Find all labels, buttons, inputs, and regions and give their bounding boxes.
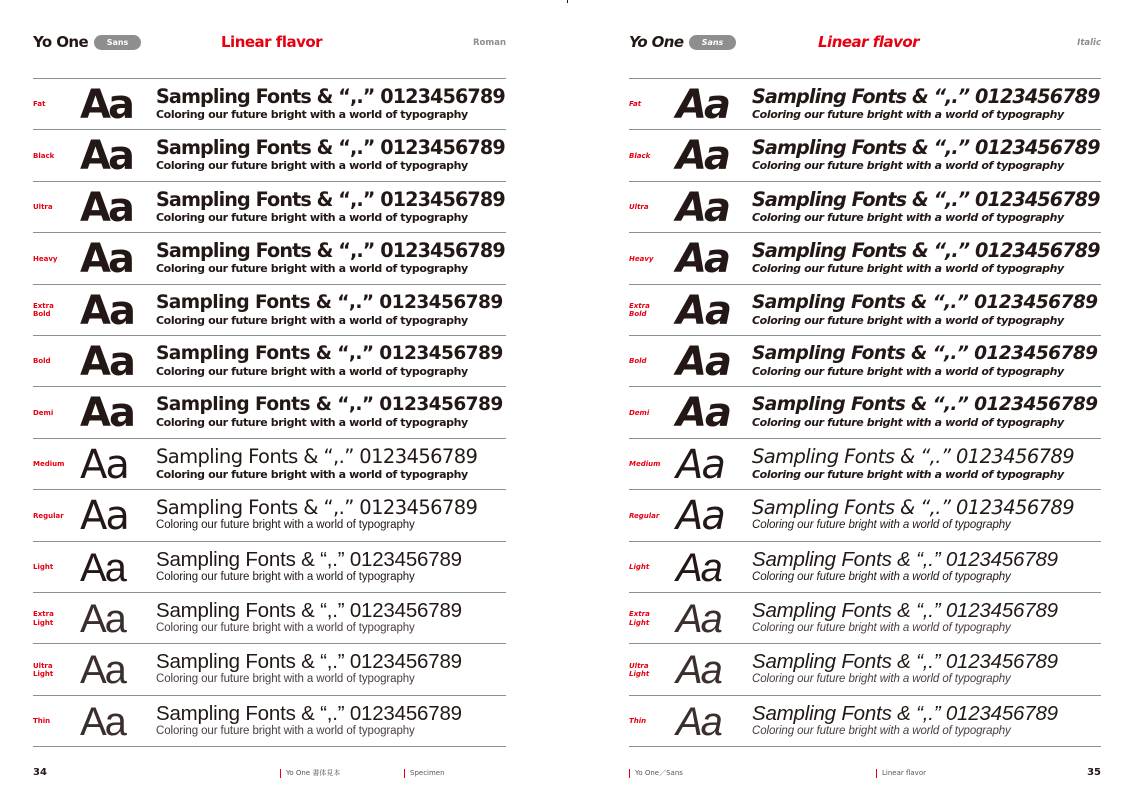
sample-text: Sampling Fonts & “,.” 0123456789: [156, 650, 462, 674]
weight-label: [33, 439, 75, 490]
weight-label-line: Heavy: [629, 254, 654, 263]
sample-text: Sampling Fonts & “,.” 0123456789: [752, 701, 1058, 725]
weight-row: [629, 130, 1101, 181]
sub-text: Coloring our future bright with a world of typography: [752, 159, 1064, 173]
weight-label-line: Light: [629, 618, 650, 627]
weight-label: [33, 336, 75, 387]
sample-text: Sampling Fonts & “,.” 0123456789: [752, 343, 1098, 364]
style-tag: Italic: [1077, 38, 1101, 48]
weight-label-line: Light: [33, 670, 54, 679]
weight-label: [629, 387, 671, 438]
weight-label-line: Medium: [629, 460, 661, 469]
sample-text: Sampling Fonts & “,.” 0123456789: [752, 239, 1100, 263]
sample-text: Sampling Fonts & “,.” 0123456789: [752, 547, 1058, 571]
glyph-sample: Aa: [80, 236, 132, 283]
glyph-sample: Aa: [676, 648, 721, 693]
weight-row: [33, 593, 506, 644]
weight-row: [629, 182, 1101, 233]
footer-running-title: Yo One 書体見本: [280, 769, 340, 778]
weight-label-line: Bold: [629, 357, 647, 366]
sub-text: Coloring our future bright with a world of typography: [752, 210, 1064, 224]
sample-text: Sampling Fonts & “,.” 0123456789: [156, 239, 505, 263]
weight-label: [33, 696, 75, 747]
weight-label-line: Extra: [629, 610, 650, 619]
sub-text: Coloring our future bright with a world of typography: [752, 416, 1064, 430]
weight-label: [629, 542, 671, 593]
sub-text: Coloring our future bright with a world of typography: [752, 467, 1064, 481]
weight-label: [629, 285, 671, 336]
weight-label: [33, 79, 75, 130]
sample-text: Sampling Fonts & “,.” 0123456789: [156, 85, 505, 108]
sub-text: Coloring our future bright with a world of typography: [752, 519, 1011, 532]
category-pill: Sans: [689, 35, 736, 50]
sample-text: Sampling Fonts & “,.” 0123456789: [156, 701, 462, 725]
weight-label: [629, 696, 671, 747]
weight-row: [629, 285, 1101, 336]
weight-row: [629, 233, 1101, 284]
weight-label: [33, 644, 75, 695]
weight-label-line: Fat: [33, 100, 46, 109]
weight-label: [33, 542, 75, 593]
weight-label-line: Ultra: [33, 661, 53, 670]
sample-text: Sampling Fonts & “,.” 0123456789: [752, 136, 1100, 160]
sample-text: Sampling Fonts & “,.” 0123456789: [156, 394, 503, 416]
weight-label-line: Thin: [33, 717, 51, 726]
sub-text: Coloring our future bright with a world of typography: [752, 622, 1011, 634]
right-page: [567, 0, 1135, 806]
brand-title: Yo One: [629, 33, 684, 51]
sub-text: Coloring our future bright with a world of typography: [156, 159, 468, 173]
weight-row: [629, 336, 1101, 387]
weight-row: [33, 233, 506, 284]
sample-text: Sampling Fonts & “,.” 0123456789: [752, 650, 1058, 674]
glyph-sample: Aa: [676, 699, 721, 744]
sub-text: Coloring our future bright with a world of typography: [156, 416, 468, 430]
weight-label-line: Demi: [629, 408, 650, 417]
weight-label-line: Light: [629, 670, 650, 679]
weight-label-line: Demi: [33, 408, 54, 417]
glyph-sample: Aa: [676, 493, 724, 540]
glyph-sample: Aa: [80, 339, 134, 385]
sub-text: Coloring our future bright with a world of typography: [156, 313, 468, 327]
sub-text: Coloring our future bright with a world of typography: [156, 724, 415, 737]
glyph-sample: Aa: [80, 184, 132, 231]
sub-text: Coloring our future bright with a world of typography: [156, 673, 415, 686]
weight-label-line: Bold: [629, 310, 647, 319]
glyph-sample: Aa: [80, 545, 125, 590]
glyph-sample: Aa: [676, 184, 728, 231]
weight-label-line: Regular: [629, 511, 660, 520]
weight-row: [629, 644, 1101, 695]
sample-text: Sampling Fonts & “,.” 0123456789: [752, 291, 1098, 313]
weight-row: [33, 542, 506, 593]
weight-row: [33, 130, 506, 181]
sub-text: Coloring our future bright with a world of typography: [752, 365, 1064, 378]
weight-label: [629, 336, 671, 387]
weight-label-line: Bold: [33, 357, 51, 366]
sub-text: Coloring our future bright with a world of typography: [156, 570, 415, 583]
sample-text: Sampling Fonts & “,.” 0123456789: [752, 85, 1100, 108]
weight-label: [629, 79, 671, 130]
weight-specimen-list: [33, 78, 506, 746]
glyph-sample: Aa: [80, 287, 134, 334]
sub-text: Coloring our future bright with a world of typography: [156, 467, 468, 481]
sample-text: Sampling Fonts & “,.” 0123456789: [156, 547, 462, 571]
brand-title: Yo One: [33, 33, 89, 51]
sub-text: Coloring our future bright with a world of typography: [156, 262, 468, 276]
weight-label-line: Heavy: [33, 254, 58, 263]
weight-row: [629, 696, 1101, 747]
weight-label-line: Black: [33, 151, 55, 160]
weight-label-line: Light: [33, 563, 54, 572]
weight-label: [629, 439, 671, 490]
flavor-title: Linear flavor: [221, 33, 323, 51]
weight-label-line: Ultra: [629, 203, 649, 212]
weight-label: [629, 233, 671, 284]
weight-label: [33, 387, 75, 438]
weight-label-line: Light: [33, 618, 54, 627]
sample-text: Sampling Fonts & “,.” 0123456789: [156, 136, 505, 160]
weight-row: [33, 182, 506, 233]
weight-row: [33, 285, 506, 336]
weight-row: [629, 79, 1101, 130]
weight-label: [33, 285, 75, 336]
weight-row: [629, 593, 1101, 644]
weight-label-line: Extra: [33, 610, 54, 619]
weight-label-line: Ultra: [629, 661, 649, 670]
glyph-sample: Aa: [80, 133, 132, 180]
weight-label: [33, 490, 75, 541]
sample-text: Sampling Fonts & “,.” 0123456789: [752, 496, 1075, 520]
weight-row: [33, 336, 506, 387]
weight-label-line: Thin: [629, 717, 647, 726]
footer-running-title: Yo One／Sans: [629, 769, 683, 778]
glyph-sample: Aa: [676, 545, 721, 590]
weight-row: [629, 542, 1101, 593]
sub-text: Coloring our future bright with a world of typography: [156, 365, 468, 378]
sub-text: Coloring our future bright with a world of typography: [156, 622, 415, 634]
flavor-title: Linear flavor: [818, 33, 920, 51]
sample-text: Sampling Fonts & “,.” 0123456789: [752, 394, 1098, 416]
weight-specimen-list: [629, 78, 1101, 746]
sample-text: Sampling Fonts & “,.” 0123456789: [156, 599, 462, 622]
sample-text: Sampling Fonts & “,.” 0123456789: [156, 496, 478, 520]
weight-label-line: Black: [629, 151, 651, 160]
sub-text: Coloring our future bright with a world of typography: [156, 519, 415, 532]
sub-text: Coloring our future bright with a world of typography: [156, 210, 468, 224]
weight-label: [629, 182, 671, 233]
sample-text: Sampling Fonts & “,.” 0123456789: [752, 187, 1100, 211]
glyph-sample: Aa: [676, 236, 728, 283]
sample-text: Sampling Fonts & “,.” 0123456789: [156, 444, 478, 468]
footer-section: Linear flavor: [876, 769, 926, 778]
weight-row: [33, 696, 506, 747]
weight-label-line: Medium: [33, 460, 65, 469]
page-number: 34: [33, 767, 47, 778]
sub-text: Coloring our future bright with a world of typography: [752, 262, 1064, 276]
style-tag: Roman: [472, 38, 506, 48]
footer-section: Specimen: [404, 769, 445, 778]
weight-label-line: Light: [629, 563, 650, 572]
glyph-sample: Aa: [80, 390, 134, 437]
weight-label: [629, 644, 671, 695]
glyph-sample: Aa: [676, 82, 728, 128]
sub-text: Coloring our future bright with a world of typography: [752, 724, 1011, 737]
glyph-sample: Aa: [676, 339, 730, 385]
glyph-sample: Aa: [80, 699, 125, 744]
sub-text: Coloring our future bright with a world of typography: [752, 673, 1011, 686]
weight-label: [33, 233, 75, 284]
weight-label-line: Extra: [629, 301, 650, 310]
weight-label-line: Regular: [33, 511, 64, 520]
weight-label-line: Ultra: [33, 203, 53, 212]
weight-row: [629, 387, 1101, 438]
weight-label: [33, 182, 75, 233]
sample-text: Sampling Fonts & “,.” 0123456789: [156, 187, 505, 211]
weight-row: [33, 387, 506, 438]
sample-text: Sampling Fonts & “,.” 0123456789: [752, 599, 1058, 622]
sample-text: Sampling Fonts & “,.” 0123456789: [156, 343, 503, 364]
weight-row: [33, 644, 506, 695]
glyph-sample: Aa: [80, 597, 125, 641]
weight-row: [629, 490, 1101, 541]
weight-label: [629, 593, 671, 644]
weight-row: [33, 79, 506, 130]
page-number: 35: [1087, 767, 1101, 778]
weight-row: [33, 439, 506, 490]
weight-label-line: Extra: [33, 301, 54, 310]
weight-label-line: Bold: [33, 310, 51, 319]
glyph-sample: Aa: [676, 287, 730, 334]
glyph-sample: Aa: [80, 493, 128, 540]
weight-label: [33, 130, 75, 181]
sub-text: Coloring our future bright with a world of typography: [156, 108, 468, 121]
glyph-sample: Aa: [676, 133, 728, 180]
sample-text: Sampling Fonts & “,.” 0123456789: [156, 291, 503, 313]
sample-text: Sampling Fonts & “,.” 0123456789: [752, 444, 1075, 468]
weight-label: [629, 490, 671, 541]
sub-text: Coloring our future bright with a world of typography: [752, 570, 1011, 583]
glyph-sample: Aa: [676, 597, 721, 641]
weight-row: [33, 490, 506, 541]
weight-label: [629, 130, 671, 181]
glyph-sample: Aa: [80, 82, 132, 128]
sub-text: Coloring our future bright with a world of typography: [752, 108, 1064, 121]
glyph-sample: Aa: [80, 648, 125, 693]
glyph-sample: Aa: [676, 390, 730, 437]
sub-text: Coloring our future bright with a world of typography: [752, 313, 1064, 327]
category-pill: Sans: [94, 35, 141, 50]
left-page: [0, 0, 567, 806]
weight-label-line: Fat: [629, 100, 642, 109]
glyph-sample: Aa: [80, 441, 128, 488]
glyph-sample: Aa: [676, 441, 724, 488]
weight-label: [33, 593, 75, 644]
weight-row: [629, 439, 1101, 490]
